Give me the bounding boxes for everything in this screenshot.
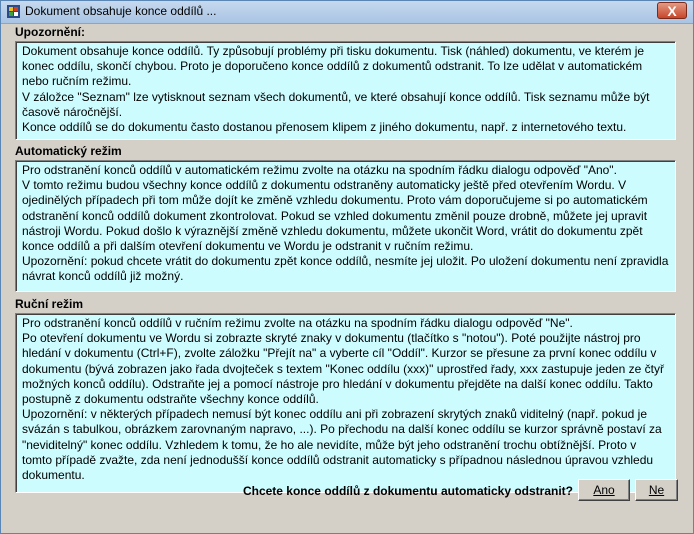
paragraph: V tomto režimu budou všechny konce oddílů z dokumentu odstraněny automaticky ještě před otevřením Wordu. V ojedinělých případech při tom může dojít ke změně vzhledu dokumentu. Proto vám doporučujeme si po automatickém odstranění konců oddílů dokument zkontrolovat. Pokud se vzhled dokumentu změnil pouze drobně, můžete jej upravit nástroji Wordu. Pokud došlo k výraznější změně vzhledu dokumentu, můžete ukončit Word, vrátit do dokumentu zpět konce oddílů a při dalším otevření dokumentu ve Wordu je odstranit v ručním režimu. [22, 178, 648, 254]
title-bar[interactable] [1, 1, 693, 24]
section-label-warning: Upozornění: [15, 25, 85, 39]
app-icon [6, 4, 21, 19]
window-title: Dokument obsahuje konce oddílů ... [25, 4, 217, 18]
confirm-question: Chcete konce oddílů z dokumentu automaticky odstranit? [242, 484, 573, 498]
paragraph: Pro odstranění konců oddílů v automatickém režimu zvolte na otázku na spodním řádku dialogu odpověď "Ano". [22, 163, 617, 177]
dialog-body [6, 24, 688, 528]
no-button[interactable]: Ne [635, 479, 678, 501]
textbox-warning[interactable] [15, 41, 676, 140]
section-label-automatic: Automatický režim [15, 144, 122, 158]
section-label-manual: Ruční režim [15, 297, 84, 311]
textbox-manual[interactable] [15, 313, 676, 493]
close-button[interactable] [657, 2, 687, 19]
yes-button[interactable]: Ano [578, 479, 630, 501]
paragraph: Po otevření dokumentu ve Wordu si zobrazte skryté znaky v dokumentu (tlačítko s "notou"). Poté použijte nástroj pro hledání v dokumentu (Ctrl+F), zvolte záložku "Přejít na" a vyberte cíl "Oddíl". Kurzor se přesune za první konec oddílu v dokumentu (bývá zobrazen jako řada dvojteček s textem "Konec oddílu (xxx)" uprostřed řady, xxx zastupuje jeden ze čtyř možných konců oddílu). Odstraňte jej a pomocí nástroje pro hledání v dokumentu přejděte na další konec oddílu. Takto postupně z dokumentu odstraňte všechny konce oddílů. [22, 331, 664, 407]
paragraph: Dokument obsahuje konce oddílů. Ty způsobují problémy při tisku dokumentu. Tisk (náhled) dokumentu, ve kterém je konec oddílu, skončí chybou. Proto je doporučeno konce oddílů z dokumentů odstranit. To lze udělat v automatickém nebo ručním režimu. [22, 44, 645, 89]
paragraph: Upozornění: pokud chcete vrátit do dokumentu zpět konce oddílů, nesmíte jej uložit. Po uložení dokumentu není zpravidla návrat konců oddílů již možný. [22, 254, 669, 284]
close-icon: X [667, 3, 677, 19]
textbox-automatic[interactable] [15, 160, 676, 292]
paragraph: Upozornění: v některých případech nemusí být konec oddílu ani při zobrazení skrytých znaků viditelný (např. pokud je svázán s tabulkou, obrázkem zarovnaným napravo, ...). Po přechodu na další konec oddílu se kurzor správně postaví za "neviditelný" konec oddílu. Vzhledem k tomu, že ho ale nevidíte, může být jeho odstranění trochu obtížnější. Proto v tomto případě zvažte, zda není jednodušší konce oddílů odstranit automaticky s případnou následnou úpravou vzhledu dokumentu. [22, 407, 662, 483]
paragraph: Konce oddílů se do dokumentu často dostanou přenosem klipem z jiného dokumentu, např. z internetového textu. [22, 120, 627, 135]
paragraph: Pro odstranění konců oddílů v ručním režimu zvolte na otázku na spodním řádku dialogu odpověď "Ne". [22, 316, 573, 330]
paragraph: V záložce "Seznam" lze vytisknout seznam všech dokumentů, ve které obsahují konce oddílů. Tisk seznamu může být časově náročnější. [22, 89, 650, 119]
